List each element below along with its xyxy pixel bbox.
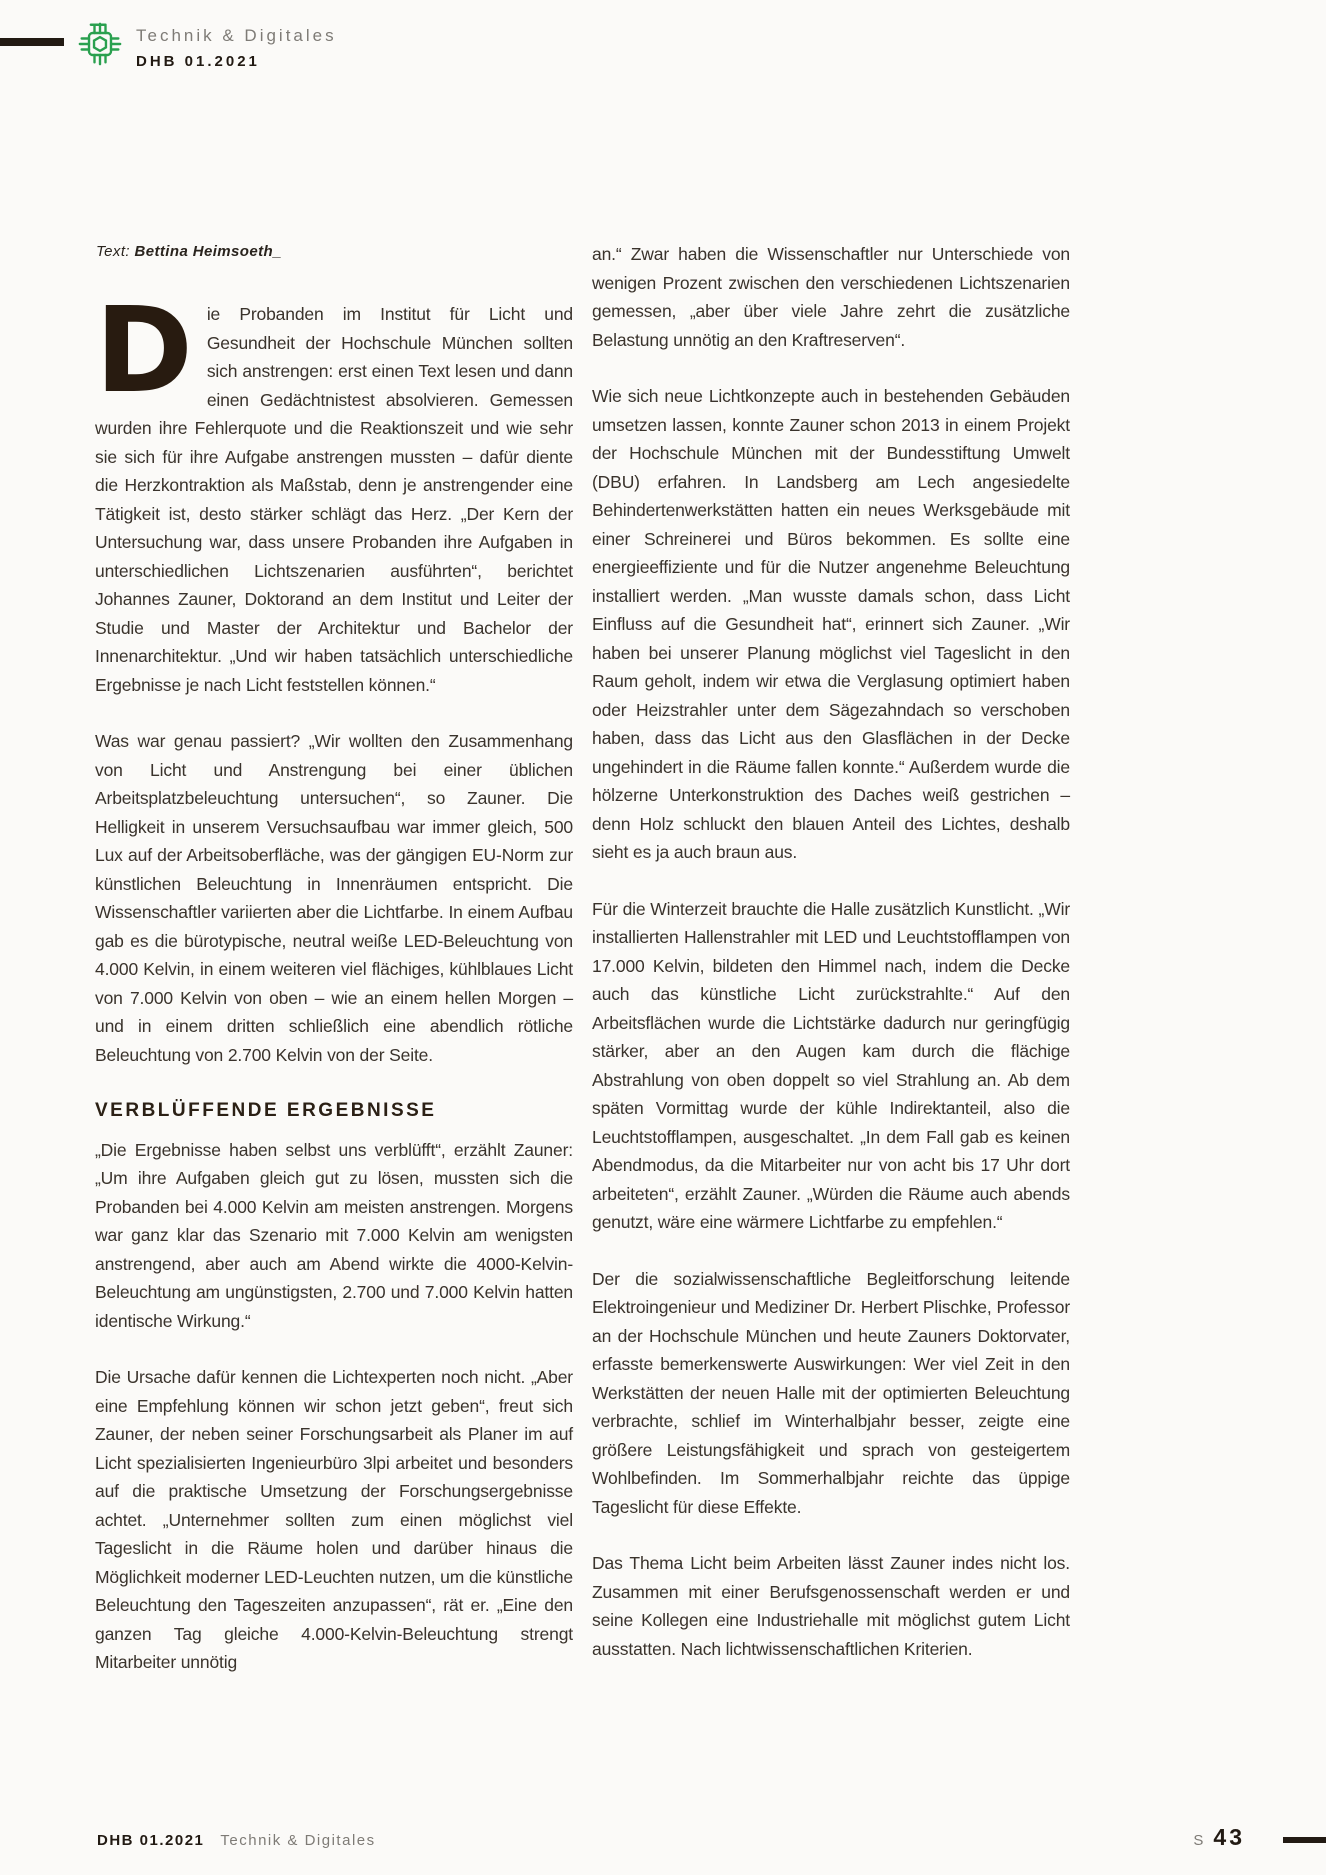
chip-icon — [78, 22, 122, 66]
section-title: Technik & Digitales — [136, 26, 337, 45]
page-prefix: S — [1193, 1832, 1206, 1849]
byline-label: Text: — [96, 243, 130, 260]
paragraph: an.“ Zwar haben die Wissenschaftler nur Unterschiede von wenigen Prozent zwischen den verschiedenen Lichtszenarien gemessen, „aber über viele Jahre zehrt die zusätzliche Belastung unnötig an den Kraftreserven“. — [592, 244, 1070, 350]
footer-issue: DHB 01.2021 — [97, 1832, 205, 1849]
bottom-rule — [1283, 1837, 1326, 1843]
article-column-right — [592, 240, 1070, 1663]
byline-author: Bettina Heimsoeth_ — [134, 243, 282, 260]
issue-label: DHB 01.2021 — [136, 53, 260, 70]
footer-section: Technik & Digitales — [220, 1832, 376, 1849]
page-number-value: 43 — [1213, 1824, 1245, 1850]
subhead: VERBLÜFFENDE ERGEBNISSE — [95, 1100, 437, 1121]
page-number — [1130, 1824, 1245, 1851]
paragraph: „Die Ergebnisse haben selbst uns verblüfft“, erzählt Zauner: „Um ihre Aufgaben gleich gut zu lösen, mussten sich die Probanden bei 4.000 Kelvin am meisten anstrengen. Morgens war ganz klar das Szenario mit 7.000 Kelvin am wenigsten anstrengend, aber auch am Abend wirkte die 4000-Kelvin-Beleuchtung am ungünstigsten, 2.700 und 7.000 Kelvin hatten identische Wirkung.“ — [95, 1139, 573, 1331]
paragraph: Für die Winterzeit brauchte die Halle zusätzlich Kunstlicht. „Wir installierten Hallenstrahler mit LED und Leuchtstofflampen von 17.000 Kelvin, bildeten den Himmel nach, indem die Decke auch das künstliche Licht zurückstrahlte.“ Auf den Arbeitsflächen wurde die Lichtstärke dadurch nur geringfügig stärker, aber an den Augen kam durch die flächige Abstrahlung von oben doppelt so viel Strahlung an. Ab dem späten Vormittag wurde der kühle Indirektanteil, also die Leuchtstofflampen, ausgeschaltet. „In dem Fall gab es keinen Abendmodus, da die Mitarbeiter nur von acht bis 17 Uhr dort arbeiteten“, erzählt Zauner. „Würden die Räume auch abends genutzt, wäre eine wärmere Lichtfarbe zu empfehlen.“ — [592, 898, 1070, 1232]
paragraph — [95, 281, 573, 699]
section-header — [78, 22, 337, 70]
paragraph: Die Ursache dafür kennen die Lichtexperten noch nicht. „Aber eine Empfehlung können wir schon jetzt geben“, freut sich Zauner, der neben seiner Forschungsarbeit als Planer im auf Licht spezialisierten Ingenieurbüro 3lpi arbeitet und besonders auf die praktische Umsetzung der Forschungsergebnisse achtet. „Unternehmer sollten zum einen möglichst viel Tageslicht in die Räume holen und darüber hinaus die Möglichkeit moderner LED-Leuchten nutzen, um die künstliche Beleuchtung den Tageszeiten anzupassen“, rät er. „Eine den ganzen Tag gleiche 4.000-Kelvin-Beleuchtung strengt Mitarbeiter unnötig — [95, 1367, 573, 1672]
footer-left — [97, 1832, 376, 1849]
paragraph: Der die sozialwissenschaftliche Begleitforschung leitende Elektroingenieur und Mediziner Dr. Herbert Plischke, Professor an der Hochschule München und heute Zauners Doktorvater, erfasste bemerkenswerte Auswirkungen: Wer viel Zeit in den Werkstätten der neuen Halle mit der optimierten Beleuchtung verbrachte, schlief im Winterhalbjahr besser, zeigte eine größere Leistungsfähigkeit und sprach von gesteigertem Wohlbefinden. Im Sommerhalbjahr reichte das üppige Tageslicht für diese Effekte. — [592, 1268, 1070, 1517]
top-rule — [0, 38, 64, 46]
byline — [96, 243, 282, 260]
article-column-left — [95, 281, 573, 1677]
drop-cap: D — [95, 281, 193, 419]
paragraph: Das Thema Licht beim Arbeiten lässt Zauner indes nicht los. Zusammen mit einer Berufsgenossenschaft werden er und seine Kollegen eine Industriehalle mit möglichst gutem Licht ausstatten. Nach lichtwissenschaftlichen Kriterien. — [592, 1553, 1070, 1659]
paragraph: Was war genau passiert? „Wir wollten den Zusammenhang von Licht und Anstrengung bei einer üblichen Arbeitsplatzbeleuchtung untersuchen“, so Zauner. Die Helligkeit in unserem Versuchsaufbau war immer gleich, 500 Lux auf der Arbeitsoberfläche, was der gängigen EU-Norm zur künstlichen Beleuchtung in Innenräumen entspricht. Die Wissenschaftler variierten aber die Lichtfarbe. In einem Aufbau gab es die bürotypische, neutral weiße LED-Beleuchtung von 4.000 Kelvin, in einem weiteren viel flächiges, kühlblaues Licht von 7.000 Kelvin von oben – wie an einem hellen Morgen – und in einem dritten schließlich eine abendlich rötliche Beleuchtung von 2.700 Kelvin von der Seite. — [95, 731, 573, 1065]
paragraph-text: ie Probanden im Institut für Licht und Gesundheit der Hochschule München sollten sich anstrengen: erst einen Text lesen und dann einen Gedächtnistest absolvieren. Gemessen wurden ihre Fehlerquote und die Reaktionszeit und wie sehr sie sich für ihre Aufgabe anstrengen mussten – dafür diente die Herzkontraktion als Maßstab, denn je anstrengender eine Tätigkeit ist, desto stärker schlägt das Herz. „Der Kern der Untersuchung war, dass unsere Probanden ihre Aufgaben in unterschiedlichen Lichtszenarien ausführten“, berichtet Johannes Zauner, Doktorand an dem Institut und Leiter der Studie und Master der Architektur und Bachelor der Innenarchitektur. „Und wir haben tatsächlich unterschiedliche Ergebnisse je nach Licht feststellen können.“ — [95, 304, 573, 695]
paragraph: Wie sich neue Lichtkonzepte auch in bestehenden Gebäuden umsetzen lassen, konnte Zauner schon 2013 in einem Projekt der Hochschule München mit der Bundesstiftung Umwelt (DBU) erfahren. In Landsberg am Lech angesiedelte Behindertenwerkstätten hatten ein neues Werksgebäude mit einer Schreinerei und Büros bekommen. Es sollte eine energieeffiziente und für die Nutzer angenehme Beleuchtung installiert werden. „Man wusste damals schon, dass Licht Einfluss auf die Gesundheit hat“, erinnert sich Zauner. „Wir haben bei unserer Planung möglichst viel Tageslicht in den Raum geholt, indem wir etwa die Verglasung optimiert haben oder Heizstrahler unter dem Sägezahndach so verschoben haben, dass das Licht aus den Glasflächen in der Decke ungehindert in die Räume fallen konnte.“ Außerdem wurde die hölzerne Unterkonstruktion des Daches weiß gestrichen – denn Holz schluckt den blauen Anteil des Lichtes, deshalb sieht es ja auch braun aus. — [592, 386, 1070, 862]
